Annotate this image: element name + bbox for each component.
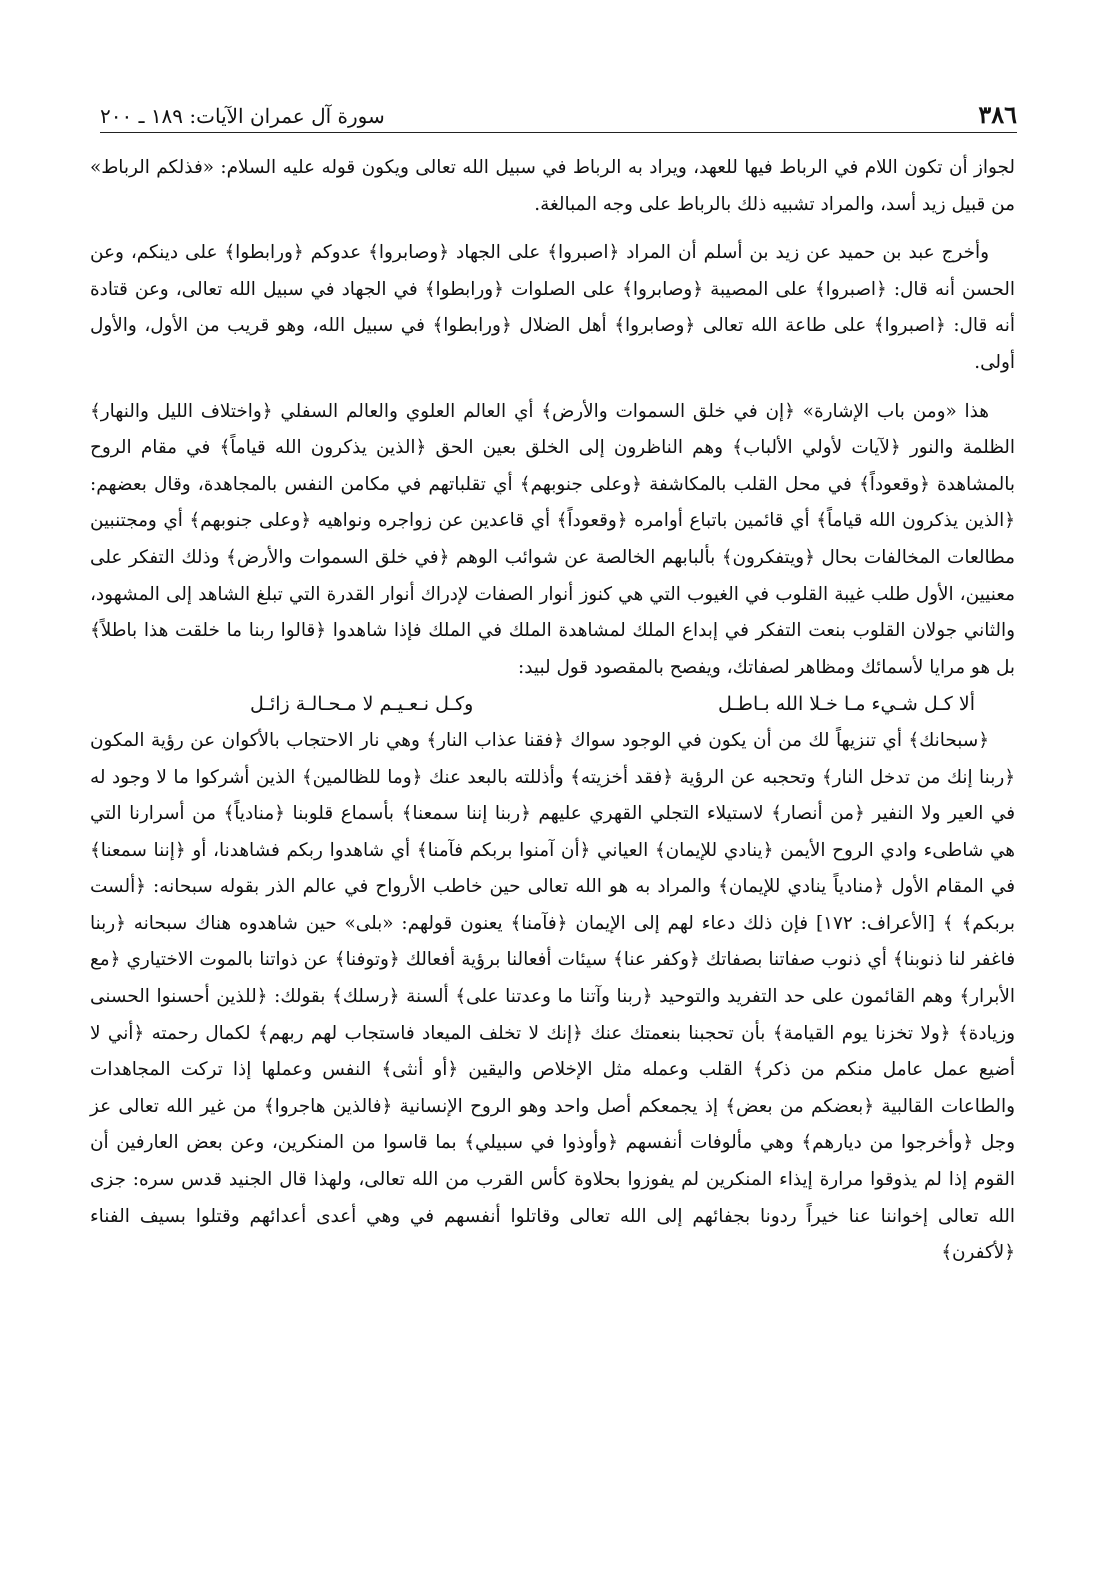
paragraph-2: وأخرج عبد بن حميد عن زيد بن أسلم أن المراد ﴿اصبروا﴾ على الجهاد ﴿وصابروا﴾ عدوكم ﴿ورابطوا﴾ على دينكم، وعن الحسن أنه قال: ﴿اصبروا﴾ على المصيبة ﴿وصابروا﴾ على الصلوات ﴿ورابطوا﴾ في الجهاد في سبيل الله تعالى، وعن قتادة أنه قال: ﴿اصبروا﴾ على طاعة الله تعالى ﴿وصابروا﴾ أهل الضلال ﴿ورابطوا﴾ في سبيل الله، وهو قريب من الأول، والأول أولى. bbox=[90, 242, 1015, 373]
verse-second-half: وكـل نـعـيـم لا مـحـالـة زائـل bbox=[250, 693, 474, 716]
body-text bbox=[90, 150, 1015, 1272]
running-title: سورة آل عمران الآيات: ١٨٩ ـ ٢٠٠ bbox=[100, 104, 385, 128]
paragraph-3: هذا «ومن باب الإشارة» ﴿إن في خلق السموات والأرض﴾ أي العالم العلوي والعالم السفلي ﴿واختلاف الليل والنهار﴾ الظلمة والنور ﴿لآيات لأولي الألباب﴾ وهم الناظرون إلى الخلق بعين الحق ﴿الذين يذكرون الله قياماً﴾ في مقام الروح بالمشاهدة ﴿وقعوداً﴾ في محل القلب بالمكاشفة ﴿وعلى جنوبهم﴾ أي تقلباتهم في مكامن النفس بالمجاهدة، وقال بعضهم: ﴿الذين يذكرون الله قياماً﴾ أي قائمين باتباع أوامره ﴿وقعوداً﴾ أي قاعدين عن زواجره ونواهيه ﴿وعلى جنوبهم﴾ أي ومجتنبين مطالعات المخالفات بحال ﴿ويتفكرون﴾ بألبابهم الخالصة عن شوائب الوهم ﴿في خلق السموات والأرض﴾ وذلك التفكر على معنيين، الأول طلب غيبة القلوب في الغيوب التي هي كنوز أنوار الصفات لإدراك أنوار القدرة التي تبلغ الشاهد إلى المشهود، والثاني جولان القلوب بنعت التفكر في إبداع الملك لمشاهدة الملك في الملك فإذا شاهدوا ﴿قالوا ربنا ما خلقت هذا باطلاً﴾ بل هو مرايا لأسمائك ومظاهر لصفاتك، ويفصح بالمقصود قول لبيد: bbox=[90, 400, 1015, 678]
verse-first-half: ألا كـل شـيء مـا خـلا الله بـاطـل bbox=[717, 693, 975, 716]
paragraph-1: لجواز أن تكون اللام في الرباط فيها للعهد، ويراد به الرباط في سبيل الله تعالى ويكون قوله عليه السلام: «فذلكم الرباط» من قبيل زيد أسد، والمراد تشبيه ذلك بالرباط على وجه المبالغة. bbox=[90, 157, 1015, 215]
page-header bbox=[100, 92, 1017, 133]
poetry-verse bbox=[90, 686, 1015, 723]
page-number: ٣٨٦ bbox=[978, 100, 1017, 129]
paragraph-4: ﴿سبحانك﴾ أي تنزيهاً لك من أن يكون في الوجود سواك ﴿فقنا عذاب النار﴾ وهي نار الاحتجاب بالأكوان عن رؤية المكون ﴿ربنا إنك من تدخل النار﴾ وتحجبه عن الرؤية ﴿فقد أخزيته﴾ وأذللته بالبعد عنك ﴿وما للظالمين﴾ الذين أشركوا ما لا وجود له في العير ولا النفير ﴿من أنصار﴾ لاستيلاء التجلي القهري عليهم ﴿ربنا إننا سمعنا﴾ بأسماع قلوبنا ﴿منادياً﴾ من أسرارنا التي هي شاطىء وادي الروح الأيمن ﴿ينادي للإيمان﴾ العياني ﴿أن آمنوا بربكم فآمنا﴾ أي شاهدوا ربكم فشاهدنا، أو ﴿إننا سمعنا﴾ في المقام الأول ﴿منادياً ينادي للإيمان﴾ والمراد به هو الله تعالى حين خاطب الأرواح في عالم الذر بقوله سبحانه: ﴿ألست بربكم﴾ ﴾ [الأعراف: ١٧٢] فإن ذلك دعاء لهم إلى الإيمان ﴿فآمنا﴾ يعنون قولهم: «بلى» حين شاهدوه هناك سبحانه ﴿ربنا فاغفر لنا ذنوبنا﴾ أي ذنوب صفاتنا بصفاتك ﴿وكفر عنا﴾ سيئات أفعالنا برؤية أفعالك ﴿وتوفنا﴾ عن ذواتنا بالموت الاختياري ﴿مع الأبرار﴾ وهم القائمون على حد التفريد والتوحيد ﴿ربنا وآتنا ما وعدتنا على﴾ ألسنة ﴿رسلك﴾ بقولك: ﴿للذين أحسنوا الحسنى وزيادة﴾ ﴿ولا تخزنا يوم القيامة﴾ بأن تحجبنا بنعمتك عنك ﴿إنك لا تخلف الميعاد فاستجاب لهم ربهم﴾ لكمال رحمته ﴿أني لا أضيع عمل عامل منكم من ذكر﴾ القلب وعمله مثل الإخلاص واليقين ﴿أو أنثى﴾ النفس وعملها إذا تركت المجاهدات والطاعات القالبية ﴿بعضكم من بعض﴾ إذ يجمعكم أصل واحد وهو الروح الإنسانية ﴿فالذين هاجروا﴾ من غير الله تعالى عز وجل ﴿وأخرجوا من ديارهم﴾ وهي مألوفات أنفسهم ﴿وأوذوا في سبيلي﴾ بما قاسوا من المنكرين، وعن بعض العارفين أن القوم إذا لم يذوقوا مرارة إيذاء المنكرين لم يفوزوا بحلاوة كأس القرب من الله تعالى، ولهذا قال الجنيد قدس سره: جزى الله تعالى إخواننا عنا خيراً ردونا بجفائهم إلى الله تعالى وقاتلوا أنفسهم في وهي أعدى أعدائهم وقتلوا بسيف الفناء ﴿لأكفرن﴾ bbox=[90, 729, 1016, 1264]
